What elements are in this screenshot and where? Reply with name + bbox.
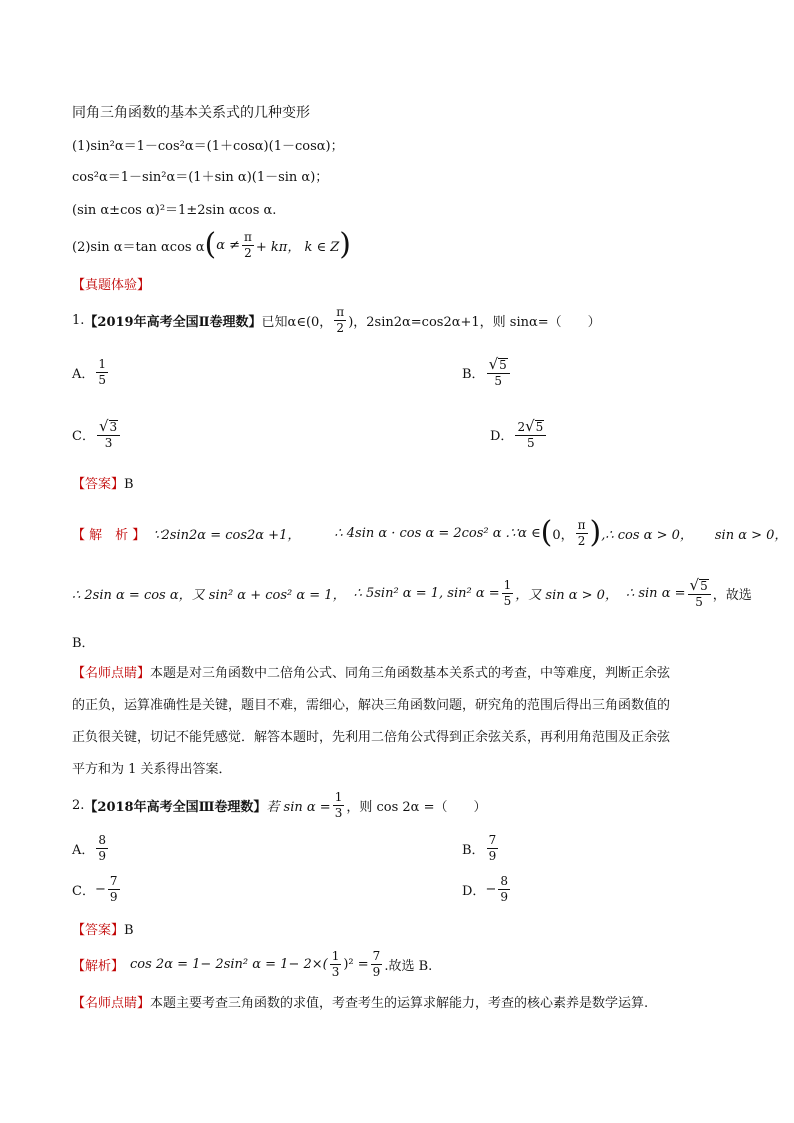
- question-stem-part: )，2sin2α=cos2α+1，则 sinα=（ ）: [348, 314, 601, 330]
- interval-start: 0，: [552, 527, 574, 543]
- answer-row: [72, 919, 134, 938]
- option-label: D．: [462, 883, 486, 899]
- analysis-text: .故选 B.: [384, 958, 433, 974]
- option-value: [97, 416, 120, 450]
- fraction-denominator: 2: [336, 320, 345, 335]
- fraction-numerator: π: [336, 304, 345, 319]
- analysis-text: ，故选: [712, 587, 752, 603]
- option-label: C．: [72, 883, 95, 899]
- radicand: 5: [499, 357, 507, 372]
- analysis-line-1: [72, 511, 787, 555]
- fraction-numerator: 7: [372, 948, 381, 963]
- radicand: 3: [109, 419, 118, 434]
- fraction-numerator: 1: [331, 948, 340, 963]
- analysis-label: 【解析】: [72, 958, 125, 974]
- fraction-numerator: 1: [334, 789, 343, 804]
- open-paren: (: [540, 515, 553, 550]
- option-a[interactable]: [72, 830, 110, 866]
- sqrt-icon: √: [525, 416, 535, 435]
- option-a[interactable]: [72, 352, 110, 392]
- tip-text: 本题是对三角函数中二倍角公式、同角三角函数基本关系式的考查，中等难度，判断正余弦: [150, 666, 671, 681]
- sqrt-numerator: [515, 416, 546, 436]
- sqrt-numerator: [688, 575, 711, 595]
- answer-value: B: [124, 477, 134, 492]
- option-label: A．: [72, 842, 95, 858]
- fraction-denominator: 5: [527, 435, 535, 450]
- analysis-label: 【 解 析 】: [72, 527, 146, 543]
- answer-label: 【答案】: [72, 477, 125, 492]
- fraction-denominator: 3: [334, 805, 343, 820]
- option-c[interactable]: [72, 871, 122, 907]
- radicand: 5: [700, 578, 708, 593]
- option-d[interactable]: [462, 871, 512, 907]
- minus-sign: −: [485, 881, 497, 897]
- analysis-text: ∴ sin α =: [625, 585, 686, 601]
- option-label: B．: [462, 842, 485, 858]
- one-third: [333, 791, 345, 819]
- question-stem-part: 已知α∈(0，: [261, 314, 333, 330]
- question-source: 【2019年高考全国Ⅱ卷理数】: [84, 314, 262, 330]
- coefficient: 2: [517, 419, 526, 434]
- analysis-text: ，又 sin α > 0，: [515, 587, 618, 603]
- analysis-line-3: B．: [72, 636, 95, 651]
- question-stem-part: ，则 cos 2α =（ ）: [346, 799, 487, 815]
- fraction-denominator: 5: [494, 373, 502, 388]
- sqrt-numerator: [487, 354, 510, 374]
- sqrt-icon: √: [689, 575, 700, 594]
- analysis-text: )² =: [343, 956, 369, 972]
- option-value: [108, 875, 120, 903]
- analysis-text: ∴ 5sin² α = 1, sin² α =: [353, 585, 500, 601]
- one-third: [330, 950, 342, 978]
- sqrt-icon: √: [488, 354, 499, 373]
- minus-sign: −: [94, 881, 106, 897]
- analysis-line: [72, 944, 432, 984]
- option-value: [96, 358, 108, 386]
- answer-value: B: [124, 923, 134, 938]
- answer-label: 【答案】: [72, 923, 125, 938]
- analysis-text: ∴ 4sin α · cos α = 2cos² α .∵α ∈: [334, 525, 541, 541]
- question-number: 1.: [72, 312, 85, 328]
- close-paren: ): [339, 227, 352, 262]
- radicand: 5: [535, 419, 544, 434]
- fraction-numerator: 7: [109, 873, 118, 888]
- fraction-denominator: 9: [372, 964, 381, 979]
- analysis-text: cos 2α = 1− 2sin² α = 1− 2×(: [130, 956, 328, 972]
- option-label: B．: [462, 366, 485, 382]
- formula-4: [72, 228, 351, 262]
- section-heading: 同角三角函数的基本关系式的几种变形: [72, 105, 310, 121]
- tip-line-3: 正负很关键，切记不能凭感觉．解答本题时，先利用二倍角公式得到正余弦关系，再利用角范围及正余弦: [72, 730, 671, 745]
- analysis-text: ,∴ cos α > 0，: [601, 527, 693, 543]
- fraction-numerator: 8: [500, 873, 508, 888]
- fraction-denominator: 5: [695, 594, 703, 609]
- formula-4-condition-pre: α ≠: [216, 237, 241, 253]
- question-1-stem: [72, 300, 601, 340]
- section-label: 【真题体验】: [72, 278, 151, 293]
- fraction-numerator: π: [577, 517, 586, 532]
- analysis-text: sin α > 0，: [714, 527, 788, 543]
- fraction-denominator: 2: [577, 533, 586, 548]
- formula-3: (sin α±cos α)²＝1±2sin αcos α.: [72, 203, 277, 218]
- option-d[interactable]: [490, 412, 548, 456]
- option-value: [515, 416, 546, 450]
- option-value: [487, 834, 499, 862]
- pi-over-two: [576, 519, 588, 547]
- one-over-five: [502, 579, 514, 607]
- fraction-denominator: 9: [109, 889, 118, 904]
- open-paren: (: [204, 227, 217, 262]
- option-label: C．: [72, 428, 95, 444]
- option-label: A．: [72, 366, 95, 382]
- tip-line-2: 的正负，运算准确性是关键，题目不难，需细心，解决三角函数问题，研究角的范围后得出三角函数值的: [72, 698, 671, 713]
- answer-row: [72, 473, 134, 492]
- sqrt-numerator: [97, 416, 120, 436]
- fraction-numerator: 1: [503, 577, 512, 592]
- close-paren: ): [589, 515, 602, 550]
- option-c[interactable]: [72, 412, 122, 456]
- question-stem-part: 若 sin α =: [266, 799, 331, 815]
- sqrt-icon: √: [98, 416, 109, 435]
- option-label: D．: [490, 428, 514, 444]
- fraction-denominator: 9: [488, 848, 497, 863]
- analysis-text: ∵2sin2α = cos2α +1，: [153, 527, 301, 543]
- fraction-numerator: 1: [98, 356, 107, 371]
- sqrt5-over-five: [688, 575, 711, 609]
- analysis-text: ∴ 2sin α = cos α，又 sin² α + cos² α = 1，: [72, 587, 346, 603]
- fraction-numerator: 8: [98, 832, 107, 847]
- seven-ninths: [371, 950, 383, 978]
- tip-text: 本题主要考查三角函数的求值，考查考生的运算求解能力，考查的核心素养是数学运算.: [150, 996, 649, 1011]
- tip-line-1: [72, 662, 670, 681]
- question-source: 【2018年高考全国Ⅲ卷理数】: [84, 799, 267, 815]
- fraction-denominator: 9: [98, 848, 107, 863]
- formula-2: cos²α＝1－sin²α＝(1＋sin α)(1－sin α)；: [72, 170, 329, 185]
- formula-1: (1)sin²α＝1－cos²α＝(1＋cosα)(1－cosα)；: [72, 139, 344, 154]
- option-b[interactable]: [462, 830, 500, 866]
- tip-label: 【名师点睛】: [72, 996, 151, 1011]
- formula-4-left: (2)sin α＝tan αcos α: [72, 239, 205, 255]
- tip-label: 【名师点睛】: [72, 666, 151, 681]
- tip-line: [72, 992, 648, 1011]
- fraction-denominator: 5: [98, 372, 107, 387]
- formula-4-condition-post: + kπ， k ∈ Z: [255, 239, 340, 255]
- option-b[interactable]: [462, 350, 512, 394]
- option-value: [96, 834, 108, 862]
- option-value: [498, 875, 510, 903]
- fraction-numerator: π: [244, 229, 252, 244]
- analysis-line-2: [72, 570, 752, 616]
- fraction-denominator: 3: [331, 964, 340, 979]
- fraction-denominator: 5: [503, 593, 512, 608]
- tip-line-4: 平方和为 1 关系得出答案．: [72, 762, 232, 777]
- fraction-denominator: 3: [104, 435, 113, 450]
- fraction-denominator: 2: [244, 245, 252, 260]
- question-number: 2.: [72, 797, 85, 813]
- option-value: [487, 354, 510, 388]
- question-2-stem: [72, 786, 486, 824]
- fraction-denominator: 9: [500, 889, 508, 904]
- fraction-numerator: 7: [488, 832, 497, 847]
- pi-over-two: [334, 306, 346, 334]
- pi-over-two: [242, 231, 254, 259]
